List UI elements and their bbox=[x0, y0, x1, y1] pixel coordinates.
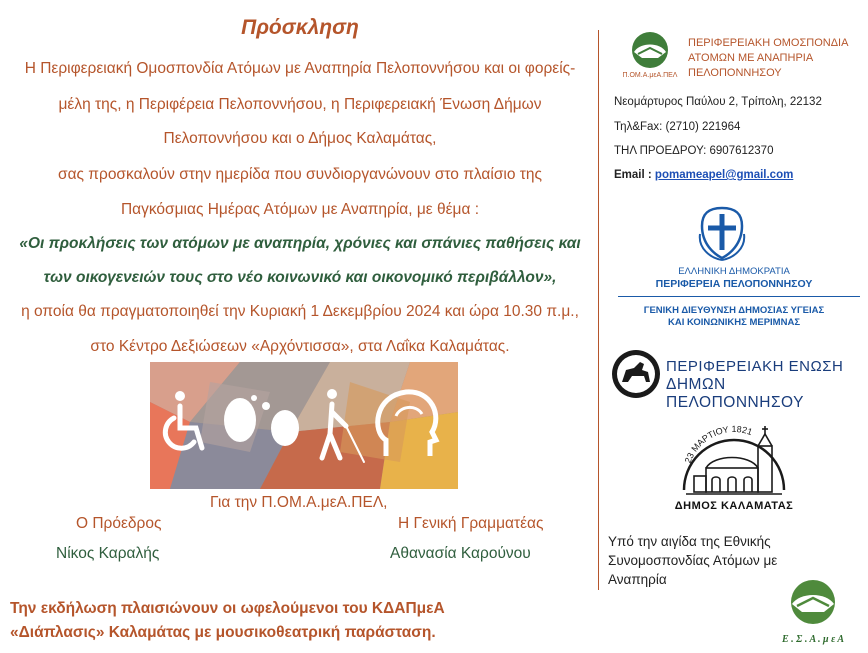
blue-divider bbox=[618, 296, 860, 297]
ped-name-line-2: ΔΗΜΩΝ ΠΕΛΟΠΟΝΝΗΣΟΥ bbox=[666, 376, 804, 411]
hellenic-republic: ΕΛΛΗΝΙΚΗ ΔΗΜΟΚΡΑΤΙΑ bbox=[678, 266, 790, 277]
invitation-line-5: Παγκόσμιας Ημέρας Ατόμων με Αναπηρία, με θέμα : bbox=[120, 201, 480, 218]
details-line-2: στο Κέντρο Δεξιώσεων «Αρχόντισσα», στα Λαΐκα Καλαμάτας. bbox=[90, 338, 510, 355]
column-divider bbox=[598, 30, 599, 590]
esamea-logo bbox=[772, 574, 854, 648]
invitation-title: Πρόσκληση bbox=[241, 16, 359, 39]
theme-line-2: των οικογενειών τους στο νέο κοινωνικό και οικονομικό περιβάλλον», bbox=[43, 269, 557, 286]
pomamea-logo bbox=[620, 28, 680, 80]
org-name bbox=[688, 36, 848, 81]
email-label: Email : bbox=[614, 169, 652, 181]
sidebar bbox=[600, 0, 868, 653]
invitation-line-1: Η Περιφερειακή Ομοσπονδία Ατόμων με Αναπηρία Πελοποννήσου και οι φορείς- bbox=[24, 60, 576, 77]
esamea-caption: Ε . Σ . Α . μ ε Α bbox=[781, 634, 845, 645]
kalamata-seal bbox=[666, 410, 802, 514]
org-phone: Τηλ&Fax: (2710) 221964 bbox=[614, 121, 741, 133]
president-name: Νίκος Καραλής bbox=[56, 545, 160, 562]
signature-org: Για την Π.ΟΜ.Α.μεΑ.ΠΕΛ, bbox=[210, 494, 388, 511]
invitation-line-4: σας προσκαλούν στην ημερίδα που συνδιοργανώνουν στο πλαίσιο της bbox=[58, 166, 542, 183]
department-line-1: ΓΕΝΙΚΗ ΔΙΕΥΘΥΝΣΗ ΔΗΜΟΣΙΑΣ ΥΓΕΙΑΣ bbox=[643, 305, 825, 316]
invitation-line-2: μέλη της, η Περιφέρεια Πελοποννήσου, η Περιφερειακή Ένωση Δήμων bbox=[58, 96, 542, 113]
org-name-line-2: ΑΤΟΜΩΝ ΜΕ ΑΝΑΠΗΡΙΑ bbox=[688, 52, 814, 64]
secretary-role: Η Γενική Γραμματέας bbox=[398, 515, 544, 532]
invitation-line-3: Πελοποννήσου και ο Δήμος Καλαμάτας, bbox=[163, 130, 437, 147]
handshake-icon bbox=[791, 580, 835, 624]
kalamata-seal-text: 23 ΜΑΡΤΙΟΥ 1821 bbox=[682, 423, 754, 465]
kalamata-name: ΔΗΜΟΣ ΚΑΛΑΜΑΤΑΣ bbox=[674, 500, 794, 512]
hellenic-emblem-icon bbox=[696, 204, 748, 262]
org-address: Νεομάρτυρος Παύλου 2, Τρίπολη, 22132 bbox=[614, 96, 822, 108]
president-phone: ΤΗΛ ΠΡΟΕΔΡΟΥ: 6907612370 bbox=[614, 145, 774, 157]
footer-line-1: Την εκδήλωση πλαισιώνουν οι ωφελούμενοι του ΚΔΑΠμεΑ bbox=[10, 600, 445, 617]
ped-logo bbox=[610, 348, 662, 400]
theme-line-1: «Οι προκλήσεις των ατόμων με αναπηρία, χρόνιες και σπάνιες παθήσεις και bbox=[19, 235, 581, 252]
president-role: Ο Πρόεδρος bbox=[76, 515, 162, 532]
secretary-name: Αθανασία Καρούνου bbox=[390, 545, 531, 562]
auspices-line-2: Συνομοσπονδίας Ατόμων με bbox=[608, 553, 778, 568]
accessibility-banner bbox=[150, 362, 458, 489]
auspices-line-1: Υπό την αιγίδα της Εθνικής bbox=[608, 534, 771, 549]
ped-name-line-1: ΠΕΡΙΦΕΡΕΙΑΚΗ ΕΝΩΣΗ bbox=[666, 358, 844, 375]
auspices-line-3: Αναπηρία bbox=[608, 572, 667, 587]
handshake-icon bbox=[632, 32, 668, 68]
org-name-line-3: ΠΕΛΟΠΟΝΝΗΣΟΥ bbox=[688, 67, 782, 79]
department-line-2: ΚΑΙ ΚΟΙΝΩΝΙΚΗΣ ΜΕΡΙΜΝΑΣ bbox=[667, 317, 801, 328]
email-link[interactable]: pomameapel@gmail.com bbox=[654, 169, 794, 181]
details-line-1: η οποία θα πραγματοποιηθεί την Κυριακή 1 Δεκεμβρίου 2024 και ώρα 10.30 π.μ., bbox=[21, 303, 579, 320]
email-row bbox=[614, 169, 793, 181]
org-name-line-1: ΠΕΡΙΦΕΡΕΙΑΚΗ ΟΜΟΣΠΟΝΔΙΑ bbox=[688, 37, 849, 49]
region-peloponnese: ΠΕΡΙΦΕΡΕΙΑ ΠΕΛΟΠΟΝΝΗΣΟΥ bbox=[655, 278, 813, 290]
footer-line-2: «Διάπλασις» Καλαμάτας με μουσικοθεατρική παράσταση. bbox=[10, 624, 436, 641]
pomamea-logo-caption: Π.ΟΜ.Α.μεΑ.ΠΕΛ bbox=[622, 72, 678, 79]
